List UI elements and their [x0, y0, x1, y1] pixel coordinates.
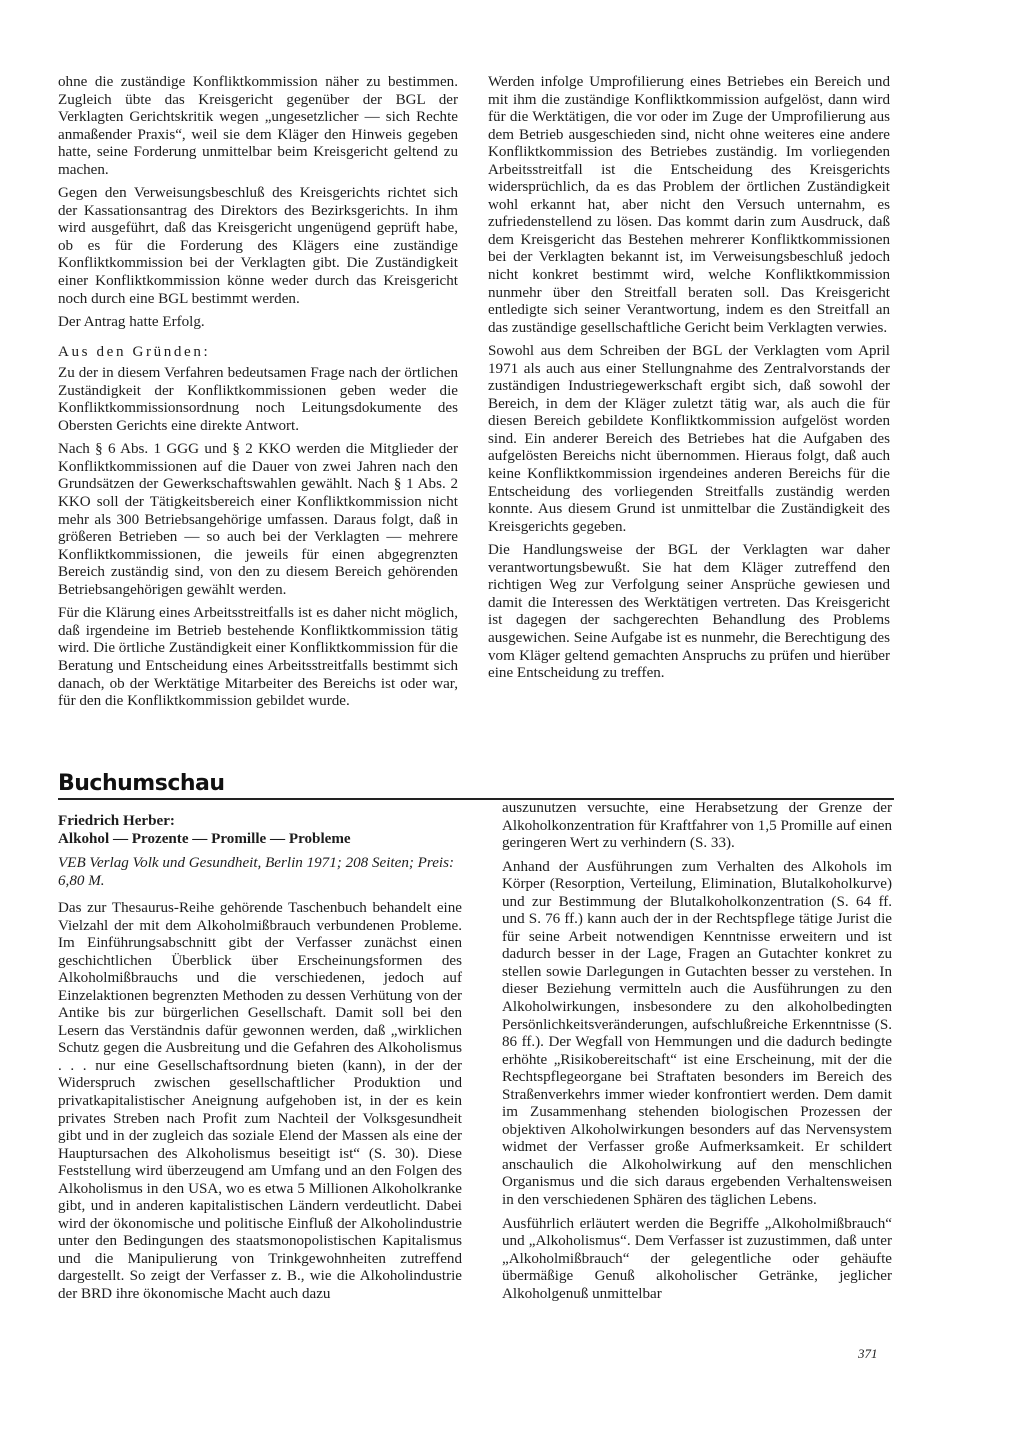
book-publisher: VEB Verlag Volk und Gesundheit, Berlin 1971; 208 Seiten; Preis: 6,80 M. [58, 855, 454, 889]
page-number: 371 [858, 1346, 878, 1361]
paragraph: Anhand der Ausführungen zum Verhalten des Alkohols im Körper (Resorption, Verteilung, Elimination, Blutalkoholkurve) und zur Bestimmung der Blutalkoholkonzentration (S. 64 ff. und S. 76 ff.) kann auch der in der Rechtspflege tätige Jurist die für seine Arbeit notwendigen Kenntnisse erweitern und ist dadurch besser in der Lage, Fragen an Gutachter konkret zu stellen sowie Darlegungen in Gutachten besser zu verstehen. In dieser Beziehung vermitteln auch die Ausführungen zu den Alkoholwirkungen, insbesondere zu den alkoholbedingten Persönlichkeitsveränderungen, aufschlußreiche Erkenntnisse (S. 86 ff.). Der Wegfall von Hemmungen und die dadurch bedingte erhöhte „Risikobereitschaft“ ist eine Erscheinung, mit der die Rechtspflegeorgane bei Straftaten besonders im Bereich des Straßenverkehrs immer wieder konfrontiert werden. Dem damit im Zusammenhang stehenden biologischen Prozessen der objektiven Alkoholwirkungen besonders auf das Nervensystem widmet der Verfasser große Aufmerksamkeit. Er schildert anschaulich die Alkoholwirkung auf den menschlichen Organismus und die sich daraus ergebenden Verhaltensweisen in den verschiedenen Sphären des täglichen Lebens. [502, 858, 892, 1209]
lower-right-column [502, 800, 892, 1309]
reasons-heading: Aus den Gründen: [58, 343, 211, 360]
upper-left-column [58, 74, 458, 717]
paragraph: Das zur Thesaurus-Reihe gehörende Taschenbuch behandelt eine Vielzahl der mit dem Alkoholmißbrauch verbundenen Probleme. Im Einführungsabschnitt gibt der Verfasser zunächst einen geschichtlichen Überblick über Erscheinungsformen des Alkoholmißbrauchs und die verschiedenen, jedoch auf Einzelaktionen begrenzten Methoden zu dessen Verhütung von der Antike bis zur bürgerlichen Gesellschaft. Damit soll bei den Lesern das Verständnis dafür gewonnen werden, daß „wirklichen Schutz gegen die Ausbreitung und die Gefahren des Alkoholismus . . . nur eine Gesellschaftsordnung bieten (kann), in der der Widerspruch zwischen gesellschaftlicher Produktion und privatkapitalistischer Aneignung aufgehoben ist, in der es kein privates Streben nach Profit zum Nachteil der Volksgesundheit gibt und in der zugleich das soziale Elend der Massen als eine der Hauptursachen des Alkoholismus beseitigt ist“ (S. 30). Diese Feststellung wird überzeugend am Umfang und an den Folgen des Alkoholismus in den USA, wo es etwa 5 Millionen Alkoholkranke gibt, und in anderen kapitalistischen Ländern verdeutlicht. Dabei wird der ökonomische und politische Einfluß der Alkoholindustrie unter den Bedingungen des staatsmonopolistischen Kapitalismus und die Manipulierung von Trinkgewohnheiten zutreffend dargestellt. So zeigt der Verfasser z. B., wie die Alkoholindustrie der BRD ihre ökonomische Macht auch dazu [58, 900, 462, 1303]
book-title: Alkohol — Prozente — Promille — Probleme [58, 831, 351, 847]
paragraph: ohne die zuständige Konfliktkommission näher zu bestimmen. Zugleich übte das Kreisgericht gegenüber der BGL der Verklagten Gerichtskritik wegen „ungesetzlicher — sich Rechte anmaßender Praxis“, weil sie dem Kläger den Hinweis gegeben hatte, seine Forderung unmittelbar beim Kreisgericht geltend zu machen. [58, 74, 458, 178]
paragraph: Werden infolge Umprofilierung eines Betriebes ein Bereich und mit ihm die zuständige Konfliktkommission aufgelöst, dann wird für die Werktätigen, die vor oder im Zuge der Umprofilierung aus dem Betrieb ausgeschieden sind, nicht ohne weiteres eine andere Konfliktkommission des Betriebes zuständig. Im vorliegenden Arbeitsstreitfall ist die Entscheidung des Kreisgerichts widersprüchlich, da es das Problem der örtlichen Zuständigkeit wohl erkannt hat, aber nicht den Versuch unternahm, es zufriedenstellend zu lösen. Das kommt darin zum Ausdruck, daß dem Kreisgericht das Bestehen mehrerer Konfliktkommissionen bei der Verklagten bekannt ist, im Verweisungsbeschluß jedoch nicht konkret bestimmt wird, welche Konfliktkommission nunmehr über den Streitfall beraten soll. Das Kreisgericht entledigte sich seiner Verantwortung, indem es den Streitfall an das zuständige gesellschaftliche Gericht beim Verklagten verwies. [488, 74, 890, 336]
book-author: Friedrich Herber: [58, 813, 175, 829]
upper-right-column [488, 74, 890, 689]
section-title: Buchumschau [58, 771, 225, 796]
paragraph: Zu der in diesem Verfahren bedeutsamen Frage nach der örtlichen Zuständigkeit der Konfliktkommissionen geben weder die Konfliktkommissionsordnung noch Leitungsdokumente des Obersten Gerichts eine direkte Antwort. [58, 365, 458, 434]
paragraph: Ausführlich erläutert werden die Begriffe „Alkoholmißbrauch“ und „Alkoholismus“. Dem Verfasser ist zuzustimmen, daß unter „Alkoholmißbrauch“ der gelegentliche oder gehäufte übermäßige Genuß alkoholischer Getränke, jeglicher Alkoholgenuß unmittelbar [502, 1215, 892, 1302]
paragraph: Nach § 6 Abs. 1 GGG und § 2 KKO werden die Mitglieder der Konfliktkommissionen auf die Dauer von zwei Jahren nach den Grundsätzen der Gewerkschaftswahlen gewählt. Nach § 1 Abs. 2 KKO soll der Tätigkeitsbereich einer Konfliktkommission nicht mehr als 300 Betriebsangehörige umfassen. Daraus folgt, daß in größeren Betrieben — so auch bei der Verklagten — mehrere Konfliktkommissionen, die jeweils für einen abgegrenzten Bereich zuständig sind, von den zu diesem Bereich gehörenden Betriebsangehörigen gewählt werden. [58, 441, 458, 598]
paragraph: Die Handlungsweise der BGL der Verklagten war daher verantwortungsbewußt. Sie hat dem Kläger zutreffend den richtigen Weg zur Verfolgung seiner Ansprüche gewiesen und damit die Interessen des Werktätigen vertreten. Das Kreisgericht ist dagegen der sachgerechten Behandlung des Problems ausgewichen. Seine Aufgabe ist es nunmehr, die Berechtigung des vom Kläger geltend gemachten Anspruchs zu prüfen und hierüber eine Entscheidung zu treffen. [488, 542, 890, 682]
paragraph: Gegen den Verweisungsbeschluß des Kreisgerichts richtet sich der Kassationsantrag des Direktors des Bezirksgerichts. In ihm wird ausgeführt, daß das Kreisgericht ungenügend geprüft habe, ob es für die Forderung des Klägers eine zuständige Konfliktkommission bei der Verklagten gibt. Die Zuständigkeit einer Konfliktkommission könne weder durch das Kreisgericht noch durch eine BGL bestimmt werden. [58, 185, 458, 307]
paragraph: Sowohl aus dem Schreiben der BGL der Verklagten vom April 1971 als auch aus einer Stellungnahme des Zentralvorstands der zuständigen Industriegewerkschaft ergibt sich, daß sowohl der Bereich, in dem der Kläger zuletzt tätig war, als auch die für diesen Bereich gebildete Konfliktkommission aufgelöst worden sind. Ein anderer Bereich des Betriebes hat die Aufgaben des aufgelösten Bereichs nicht übernommen. Hieraus folgt, daß auch keine Konfliktkommission irgendeines anderen Bereichs für die Entscheidung des vorliegenden Streitfalls zuständig werden konnte. Aus diesem Grund ist unmittelbar die Zuständigkeit des Kreisgerichts gegeben. [488, 343, 890, 535]
paragraph: auszunutzen versuchte, eine Herabsetzung der Grenze der Alkoholkonzentration für Kraftfahrer von 1,5 Promille auf einen geringeren Wert zu verhindern (S. 33). [502, 800, 892, 852]
paragraph: Für die Klärung eines Arbeitsstreitfalls ist es daher nicht möglich, daß irgendeine im Betrieb bestehende Konfliktkommission tätig wird. Die örtliche Zuständigkeit einer Konfliktkommission für die Beratung und Entscheidung eines Arbeitsstreitfalls bestimmt sich danach, ob der Werktätige Mitarbeiter des Bereichs ist oder war, für den die Konfliktkommission gebildet wurde. [58, 605, 458, 710]
paragraph: Der Antrag hatte Erfolg. [58, 314, 205, 331]
lower-left-column [58, 812, 462, 1310]
